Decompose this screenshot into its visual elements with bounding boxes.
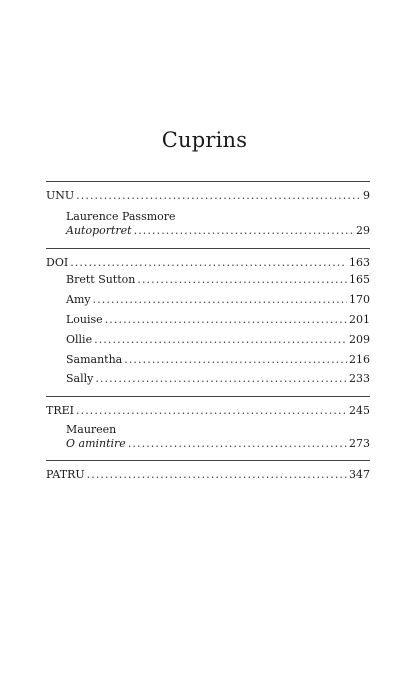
toc-page-number: 245 <box>349 404 370 417</box>
toc-entry-brett-sutton[interactable] <box>66 273 370 287</box>
toc-entry-autoportret[interactable] <box>66 224 370 238</box>
toc-page-number: 163 <box>349 256 370 269</box>
toc-label: UNU <box>46 189 75 202</box>
toc-entry-patru[interactable] <box>46 468 370 482</box>
toc-entry-amy[interactable] <box>66 293 370 307</box>
leader-dots <box>87 468 347 482</box>
toc-entry-unu[interactable] <box>46 189 370 203</box>
toc-entry-ollie[interactable] <box>66 333 370 347</box>
toc-page-number: 347 <box>349 468 370 481</box>
leader-dots <box>95 372 347 386</box>
toc-page-number: 273 <box>349 437 370 450</box>
divider-rule <box>46 181 370 182</box>
divider-rule <box>46 396 370 397</box>
toc-entry-trei[interactable] <box>46 404 370 418</box>
toc-label: Ollie <box>66 333 93 346</box>
toc-entry-samantha[interactable] <box>66 353 370 367</box>
page-title: Cuprins <box>161 128 248 152</box>
leader-dots <box>124 353 347 367</box>
toc-label: Samantha <box>66 353 123 366</box>
toc-page-number: 216 <box>349 353 370 366</box>
toc-entry-sally[interactable] <box>66 372 370 386</box>
toc-label: O amintire <box>66 437 126 450</box>
divider-rule <box>46 248 370 249</box>
toc-label: TREI <box>46 404 74 417</box>
toc-label: Sally <box>66 372 94 385</box>
divider-rule <box>46 460 370 461</box>
toc-entry-louise[interactable] <box>66 313 370 327</box>
leader-dots <box>93 293 347 307</box>
toc-page-number: 165 <box>349 273 370 286</box>
toc-heading-laurence-passmore: Laurence Passmore <box>66 210 176 223</box>
toc-page-number: 29 <box>356 224 370 237</box>
leader-dots <box>137 273 347 287</box>
toc-label: Louise <box>66 313 103 326</box>
toc-heading-maureen: Maureen <box>66 423 117 436</box>
leader-dots <box>105 313 347 327</box>
toc-page-number: 201 <box>349 313 370 326</box>
leader-dots <box>134 224 354 238</box>
toc-label: Autoportret <box>66 224 132 237</box>
leader-dots <box>128 437 347 451</box>
toc-label: Brett Sutton <box>66 273 136 286</box>
leader-dots <box>76 189 361 203</box>
leader-dots <box>94 333 347 347</box>
toc-label: Amy <box>66 293 91 306</box>
toc-entry-doi[interactable] <box>46 256 370 270</box>
toc-page-number: 170 <box>349 293 370 306</box>
toc-page-number: 209 <box>349 333 370 346</box>
toc-label: PATRU <box>46 468 85 481</box>
toc-page-number: 233 <box>349 372 370 385</box>
leader-dots <box>70 256 347 270</box>
toc-label: DOI <box>46 256 69 269</box>
toc-page-number: 9 <box>363 189 370 202</box>
leader-dots <box>76 404 347 418</box>
toc-entry-o-amintire[interactable] <box>66 437 370 451</box>
